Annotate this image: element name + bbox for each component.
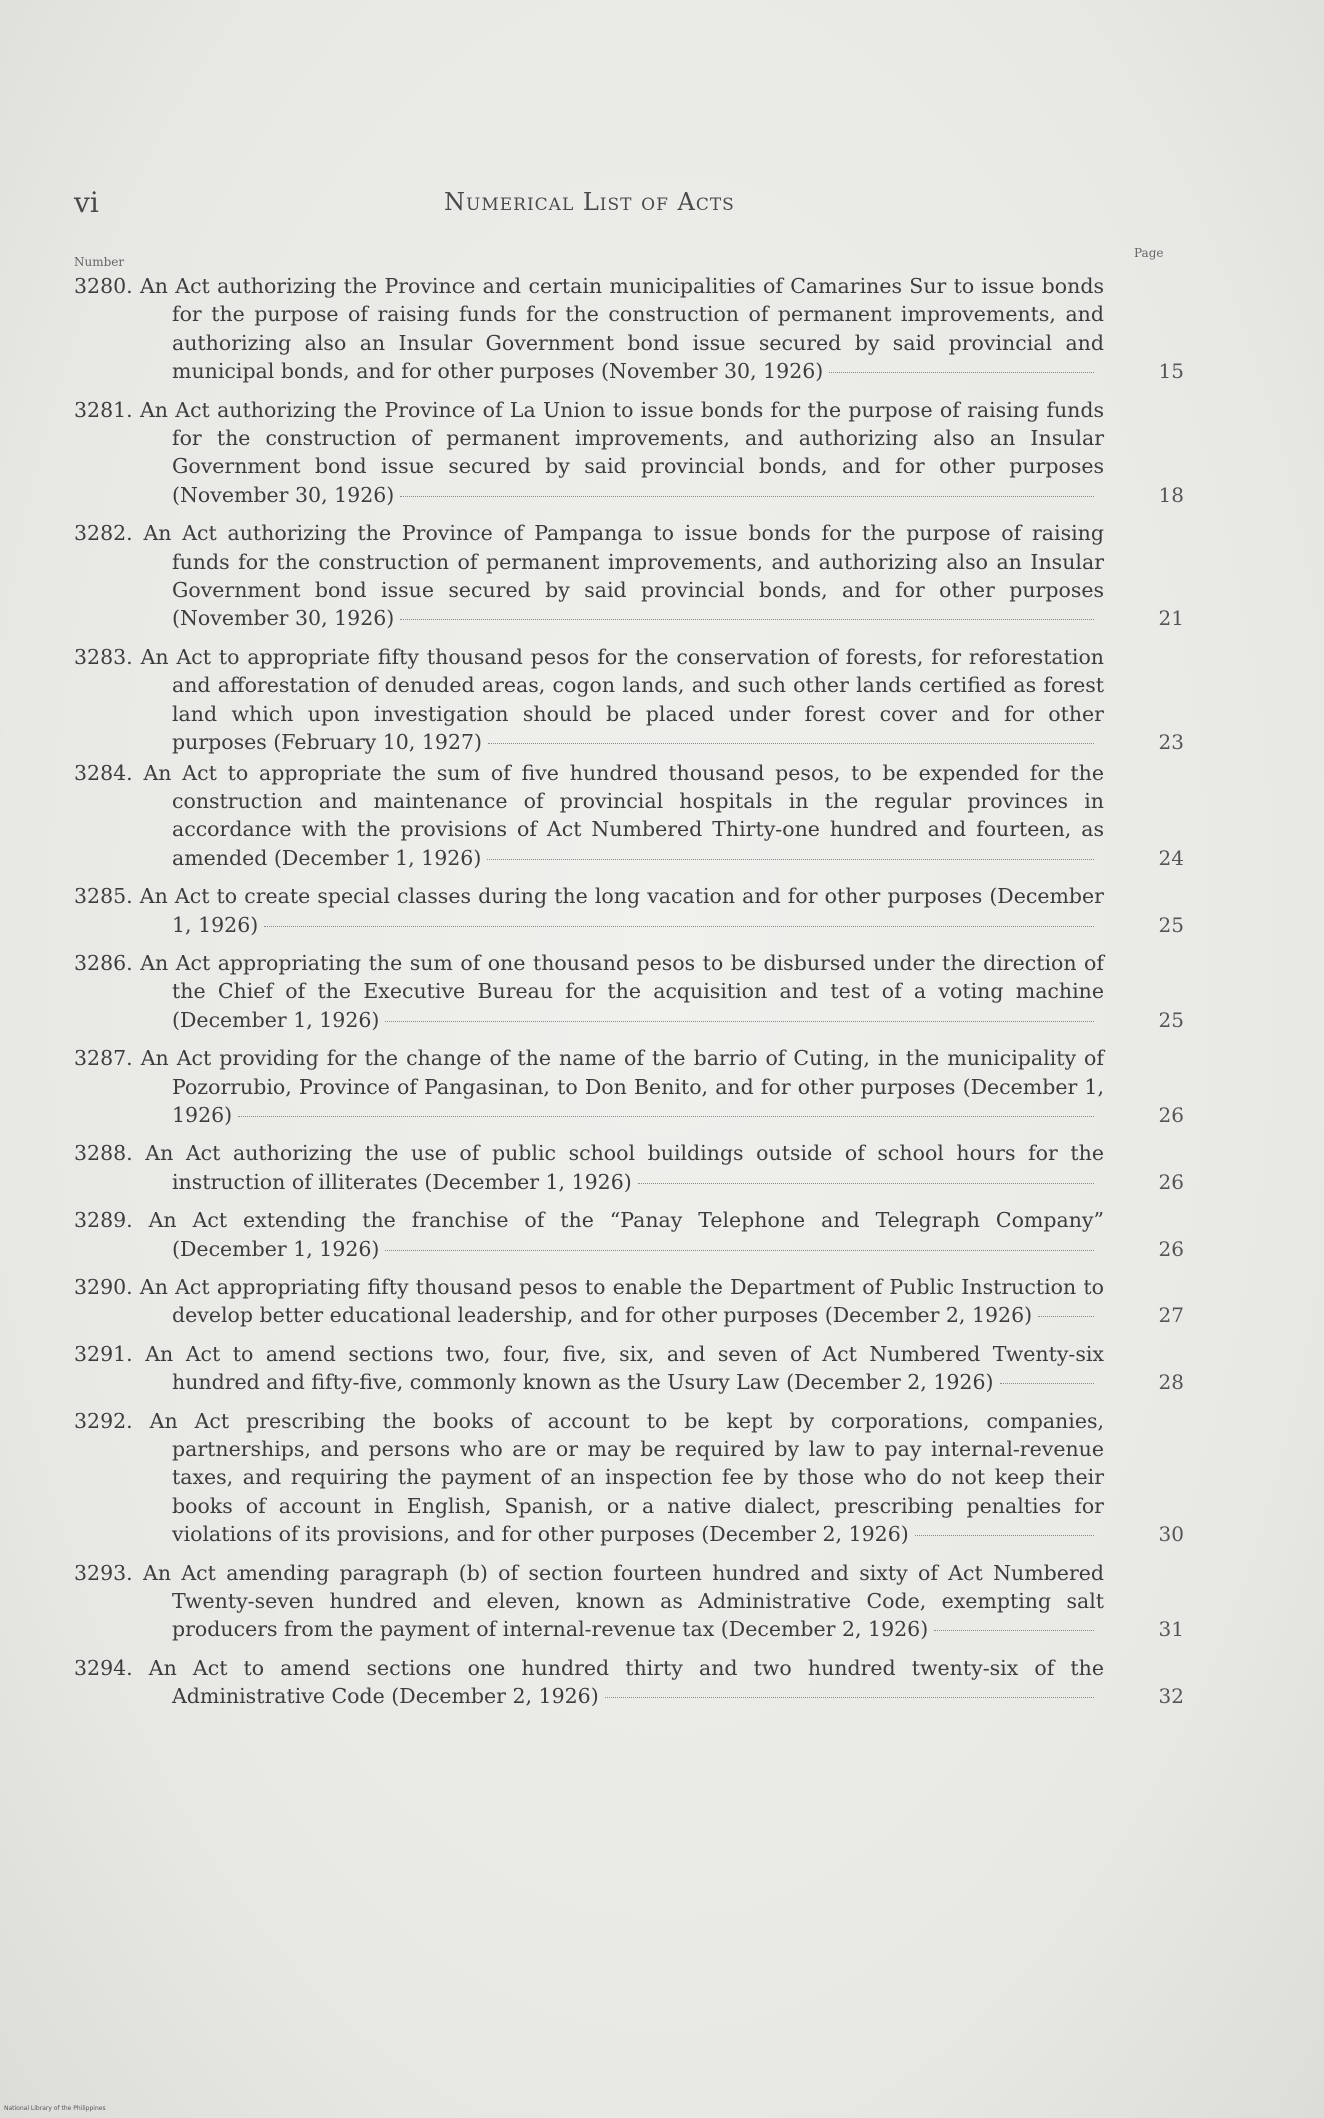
act-page-number: 31 [1158, 1617, 1184, 1642]
dot-leader [829, 372, 1094, 373]
act-entry-body [74, 1654, 1104, 1711]
acts-list [74, 272, 1184, 1711]
act-number: 3286. [74, 950, 133, 975]
act-page-number: 27 [1158, 1303, 1184, 1328]
act-entry-body [74, 1206, 1104, 1263]
act-entry [74, 1559, 1184, 1644]
act-entry-body [74, 1340, 1104, 1397]
act-title: An Act to appropriate fifty thousand pesos for the conservation of forests, for reforestation and afforestation of denuded areas, cogon lands, and such other lands certified as forest land which upon investigation should be placed under forest cover and for other purposes (February 10, 1927) [140, 644, 1104, 755]
act-entry-body [74, 272, 1104, 386]
act-number: 3281. [74, 397, 133, 422]
act-title: An Act to create special classes during the long vacation and for other purposes (December 1, 1926) [139, 884, 1104, 937]
act-title: An Act authorizing the Province of La Union to issue bonds for the purpose of raising funds for the construction of permanent improvements, and authorizing also an Insular Government bond issue secured by said provincial bonds, and for other purposes (November 30, 1926) [139, 397, 1104, 507]
act-title: An Act to appropriate the sum of five hundred thousand pesos, to be expended for the construction and maintenance of provincial hospitals in the regular provinces in accordance with the provisions of Act Numbered Thirty-one hundred and fourteen, as amended (December 1, 1926) [143, 760, 1104, 870]
act-page-number: 15 [1158, 359, 1184, 384]
act-page-number: 26 [1158, 1102, 1184, 1127]
act-page-number: 26 [1158, 1169, 1184, 1194]
act-title: An Act appropriating fifty thousand pesos to enable the Department of Public Instruction to develop better educational leadership, and for other purposes (December 2, 1926) [139, 1275, 1104, 1328]
page-header [74, 186, 1174, 226]
act-number: 3285. [74, 884, 133, 909]
act-entry [74, 1206, 1184, 1263]
dot-leader [400, 496, 1094, 497]
act-page-number: 30 [1158, 1522, 1184, 1547]
act-entry [74, 519, 1184, 633]
act-title: An Act amending paragraph (b) of section fourteen hundred and sixty of Act Numbered Twenty-seven hundred and eleven, known as Administrative Code, exempting salt producers from the payment of internal-revenue tax (December 2, 1926) [143, 1560, 1104, 1642]
act-page-number: 25 [1158, 1007, 1184, 1032]
page-column-label: Page [1134, 246, 1164, 260]
dot-leader [238, 1116, 1094, 1117]
act-title: An Act prescribing the books of account to be kept by corporations, companies, partnerships, and persons who are or may be required by law to pay internal-revenue taxes, and requiring the payment of an inspection fee by those who do not keep their books of account in English, Spanish, or a native dialect, prescribing penalties for violations of its provisions, and for other purposes (December 2, 1926) [149, 1408, 1104, 1547]
act-entry [74, 882, 1184, 939]
act-number: 3294. [74, 1655, 133, 1680]
act-page-number: 18 [1158, 482, 1184, 507]
running-title: Numerical List of Acts [444, 188, 735, 216]
act-page-number: 23 [1158, 730, 1184, 755]
act-entry-body [74, 882, 1104, 939]
footer-note: National Library of the Philippines [4, 2105, 106, 2112]
dot-leader [264, 926, 1094, 927]
dot-leader [934, 1630, 1094, 1631]
act-number: 3292. [74, 1408, 133, 1433]
act-title: An Act to amend sections one hundred thirty and two hundred twenty-six of the Administrative Code (December 2, 1926) [148, 1655, 1104, 1709]
act-entry-body [74, 949, 1104, 1034]
act-title: An Act authorizing the Province and certain municipalities of Camarines Sur to issue bonds for the purpose of raising funds for the construction of permanent improvements, and authorizing also an Insular Government bond issue secured by said provincial and municipal bonds, and for other purposes (November 30, 1926) [139, 274, 1104, 384]
dot-leader [915, 1535, 1094, 1536]
act-title: An Act authorizing the Province of Pampanga to issue bonds for the purpose of raising funds for the construction of permanent improvements, and authorizing also an Insular Government bond issue secured by said provincial bonds, and for other purposes (November 30, 1926) [143, 521, 1104, 631]
act-number: 3284. [74, 760, 133, 785]
act-page-number: 24 [1158, 845, 1184, 870]
dot-leader [488, 743, 1094, 744]
act-page-number: 32 [1158, 1684, 1184, 1709]
act-entry-body [74, 1044, 1104, 1129]
act-entry-body [74, 643, 1104, 757]
act-title: An Act authorizing the use of public school buildings outside of school hours for the instruction of illiterates (December 1, 1926) [145, 1141, 1104, 1194]
act-entry-body [74, 519, 1104, 633]
act-entry [74, 759, 1184, 873]
act-entry-body [74, 1273, 1104, 1330]
act-page-number: 25 [1158, 912, 1184, 937]
dot-leader [385, 1021, 1094, 1022]
act-entry-body [74, 1407, 1104, 1549]
act-page-number: 28 [1158, 1370, 1184, 1395]
act-title: An Act extending the franchise of the “Panay Telephone and Telegraph Company” (December 1, 1926) [148, 1208, 1104, 1261]
act-title: An Act to amend sections two, four, five, six, and seven of Act Numbered Twenty-six hundred and fifty-five, commonly known as the Usury Law (December 2, 1926) [145, 1341, 1104, 1395]
act-entry [74, 1654, 1184, 1711]
dot-leader [1038, 1316, 1094, 1317]
act-entry [74, 1273, 1184, 1330]
dot-leader [487, 859, 1094, 860]
act-entry [74, 949, 1184, 1034]
act-number: 3290. [74, 1275, 133, 1299]
act-entry [74, 643, 1184, 757]
act-entry-body [74, 1139, 1104, 1196]
act-entry [74, 396, 1184, 510]
dot-leader [1000, 1383, 1094, 1384]
act-number: 3288. [74, 1141, 133, 1166]
folio-number: vi [74, 186, 99, 219]
act-entry [74, 1139, 1184, 1196]
act-entry-body [74, 1559, 1104, 1644]
act-entry-body [74, 759, 1104, 873]
act-number: 3280. [74, 274, 133, 298]
act-number: 3289. [74, 1208, 133, 1233]
act-page-number: 21 [1158, 606, 1184, 631]
act-entry-body [74, 396, 1104, 510]
act-title: An Act appropriating the sum of one thousand pesos to be disbursed under the direction of the Chief of the Executive Bureau for the acquisition and test of a voting machine (December 1, 1926) [140, 950, 1104, 1032]
act-number: 3291. [74, 1341, 133, 1366]
act-entry [74, 1340, 1184, 1397]
act-page-number: 26 [1158, 1236, 1184, 1261]
act-entry [74, 272, 1184, 386]
dot-leader [638, 1183, 1094, 1184]
act-number: 3293. [74, 1560, 133, 1585]
act-entry [74, 1044, 1184, 1129]
act-title: An Act providing for the change of the name of the barrio of Cuting, in the municipality of Pozorrubio, Province of Pangasinan, to Don Benito, and for other purposes (December 1, 1926) [140, 1046, 1104, 1127]
number-column-label: Number [74, 255, 125, 269]
dot-leader [385, 1250, 1094, 1251]
dot-leader [605, 1697, 1094, 1698]
act-number: 3282. [74, 521, 133, 546]
act-entry [74, 1407, 1184, 1549]
act-number: 3287. [74, 1046, 133, 1071]
dot-leader [400, 619, 1094, 620]
act-number: 3283. [74, 644, 133, 669]
